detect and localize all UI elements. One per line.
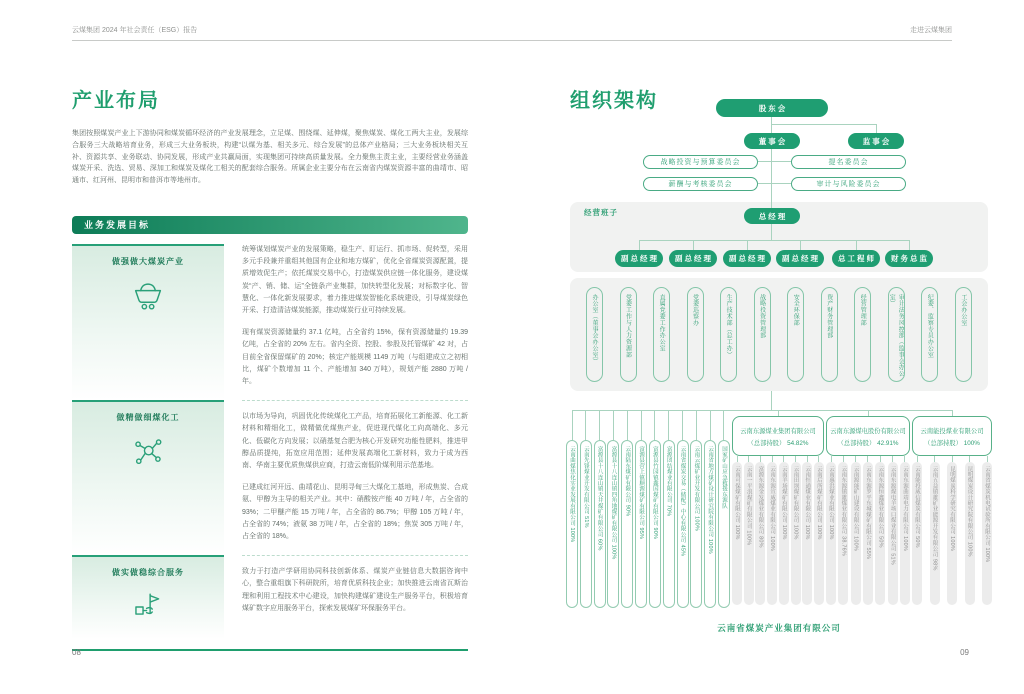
group-company-box [826,416,910,456]
report-title-header: 云煤集团 2024 年社会责任（ESG）报告 [72,27,198,34]
connector-line [572,410,573,440]
subsidiary-capsule [635,440,647,608]
direct-subsidiaries-group [566,410,730,608]
subsidiary-item [838,456,848,605]
subsidiary-item [851,456,861,605]
connector-line [723,410,724,440]
subsidiary-item [888,456,898,605]
org-node-shareholders: 股东会 [716,99,828,117]
row-paragraph: 以市场为导向，巩固优化传统煤化工产品，培育拓展化工新能源、化工新材料和精细化工，做精做优煤焦产业，促进现代煤化工向高端化、多元化、低碳化方向发展；以硝基复合肥为核心开发研究功能性肥料，推进甲醇品质提纯，拓宽应用范围；延伸发展高端化工新材料，致力于成为西南、华南主要优质焦煤供应商，打造云南低阶煤利用示范基地。 [242,413,468,470]
group-company-cluster [912,410,992,605]
subsidiary-name: 云南省煤炭机电试验所有限公司 100% [984,466,990,563]
subsidiary-item [690,410,702,608]
subsidiary-capsule [663,440,675,608]
connector-line [800,240,801,250]
org-node-manager: 副总经理 [669,250,717,267]
department-name: 办公室（董事会办公室） [591,294,597,365]
subsidiary-capsule [965,462,975,605]
group-company-box [732,416,824,456]
subsidiary-name: 国家矿山应急救援东源队 [720,446,727,509]
department-capsule [854,287,871,382]
department-name: 直属党委工作办公室 [658,294,665,352]
subsidiary-item [802,456,812,605]
subsidiary-name: 云南羊场煤矿有限公司 100% [780,466,787,540]
row-body [242,555,468,639]
department-name: 资产财务管理部 [825,294,832,339]
subsidiary-capsule [779,462,789,605]
connector-line [771,391,772,410]
subsidiary-name: 云南田坝煤矿有限公司 100% [792,466,799,540]
connector-line [627,410,628,440]
department-capsule [754,287,771,382]
connector-line [856,240,857,250]
connector-line [613,410,614,440]
table-row [72,400,468,555]
department-capsule [955,287,972,382]
flag-hand-icon [131,590,165,624]
subsidiary-item [982,456,992,605]
org-node-committee: 提名委员会 [791,155,906,169]
departments-row [570,278,988,391]
org-node-manager: 副总经理 [723,250,771,267]
group-company-cluster [732,410,824,605]
subsidiary-name: 云南恒通煤业有限公司 100% [804,466,811,540]
subsidiary-name: 云南能投威信煤炭有限公司 50% [914,466,920,548]
connector-line [696,410,697,440]
chapter-header: 走进云煤集团 [910,27,952,34]
row-paragraph: 现有煤炭资源储量约 37.1 亿吨，占全省约 15%，保有资源储量约 19.39 亿吨，占全省的 20% 左右。省内全资、控股、参股及托管煤矿 42 对，占目前全省保留煤矿的 20%；核定产能规模 1149 万吨（与组建成立之初相比，煤矿个数增加 11 个、产能增加 340 万吨），规划产能 2880 万吨 / 年。 [242,329,468,386]
org-node-manager: 副总经理 [615,250,663,267]
department-capsule [720,287,737,382]
group-company-holding: （总部持股） 100% [924,439,980,447]
subsidiary-capsule [838,462,848,605]
subsidiary-name: 云南东源煤电羊场口煤业有限公司 51% [889,466,896,565]
subsidiary-name: 云南可保煤矿有限公司 100% [734,466,740,540]
org-node-committee: 薪酬与考核委员会 [643,177,758,191]
group-company-box [912,416,992,456]
org-node-manager: 副总经理 [776,250,824,267]
subsidiary-capsule [912,462,922,605]
table-title-bar: 业务发展目标 [72,216,468,234]
subsidiary-item [744,456,754,605]
subsidiary-item [649,410,661,608]
org-node-supervisory: 监事会 [848,133,904,149]
group-company-name: 云南能投煤业有限公司 [920,427,984,435]
department-name: 审计法务风控部（监事会办公室） [888,294,904,378]
subsidiary-capsule [767,462,777,605]
subsidiary-item [580,410,592,608]
row-label: 做精做细煤化工 [116,413,180,423]
subsidiary-item [875,456,885,605]
row-paragraph: 致力于打造产学研用协同科技创新体系、煤炭产业链信息大数据咨询中心，整合重组旗下科研院所，培育优质科技企业；加快推进云南省瓦斯治理和利用工程技术中心建设，加快构建煤矿建设生产服务平台，积极培育煤矿数字应用服务平台，探索发展煤矿环保服务平台。 [242,568,468,612]
row-body [242,400,468,555]
subsidiary-item [635,410,647,608]
connector-line [771,149,772,208]
row-body [242,244,468,400]
subsidiary-capsule [814,462,824,605]
header-rule [72,40,952,41]
connector-line [693,240,694,250]
department-capsule [653,287,670,382]
connector-line [710,410,711,440]
connector-line [876,124,877,133]
subsidiary-capsule [580,440,592,608]
group-company-holding: （总部持股） 54.82% [747,439,809,447]
subsidiary-capsule [888,462,898,605]
subsidiary-capsule [851,462,861,605]
department-name: 生产技术部（总工办） [725,294,732,358]
connector-line [639,240,910,241]
subsidiary-name: 昆明煤炭设计研究院有限公司 100% [966,466,973,557]
department-name: 党委工作与人力资源部 [624,294,631,358]
subsidiary-item [767,456,777,605]
org-node-committee: 审计与风险委员会 [791,177,906,191]
subsidiary-item [566,410,578,608]
subsidiary-name: 富源县营上镇顺源煤矿有限公司 95% [638,446,645,540]
subsidiary-item [755,456,765,605]
subsidiary-item [947,456,957,605]
subsidiary-capsule [791,462,801,605]
org-node-general-manager: 总经理 [744,208,800,224]
org-node-committee: 战略投资与预算委员会 [643,155,758,169]
department-name: 工会办公室 [959,294,966,326]
subsidiary-capsule [875,462,885,605]
subsidiary-capsule [677,440,689,608]
business-goals-table [72,216,468,651]
row-label: 做实做稳综合服务 [112,568,184,578]
subsidiary-name: 富源团结煤业有限公司 70% [665,446,672,517]
subsidiary-item [930,456,940,605]
subsidiary-item [704,410,716,608]
row-label-cell [72,555,224,639]
subsidiary-item [900,456,910,605]
connector-line [639,240,640,250]
subsidiary-name: 富源县十八连山镇四角地煤矿有限公司 100% [610,446,617,560]
department-capsule [620,287,637,382]
subsidiary-name: 云南东源镇雄煤业有限公司 38.76% [840,466,847,556]
molecule-icon [131,435,165,469]
page-number-right: 09 [960,648,969,657]
subsidiary-capsule [621,440,633,608]
subsidiary-item [718,410,730,608]
mine-cart-icon [130,279,166,311]
connector-line [771,117,772,133]
subsidiary-capsule [755,462,765,605]
subsidiary-name: 云南东源宣威煤业有限公司 100% [769,466,776,551]
connector-line [758,161,791,162]
department-name: 纪委、监察专员办公室 [926,294,933,358]
connector-line [758,183,791,184]
subsidiary-capsule [982,462,992,605]
group-company-name: 云南东源煤电股份有限公司 [830,427,906,435]
management-panel-label: 经营班子 [584,208,618,217]
departments-panel [570,278,988,391]
connector-line [599,410,600,440]
table-row [72,244,468,400]
page-title-industry-layout: 产业布局 [72,90,160,112]
subsidiary-item [677,410,689,608]
intro-paragraph: 集团按照煤炭产业上下游协同和煤炭循环经济的产业发展理念，立足煤、围绕煤、延伸煤，聚焦煤炭、煤化工两大主业，发展综合服务三大战略培育业务，形成三大业务板块，构建“以煤为基、相关多元、综合发展”的总体产业格局；三大业务板块相关互补、资源共享、业务联动、协同发展，形成产业共赢局面，实现集团可持续高质量发展。全力聚焦主责主业，主要经营业务涵盖煤炭开采、洗选、贸易、深加工和煤炭及煤化工相关的配套综合服务。所属企业主要分布在云南省内煤炭资源丰富的曲靖市、昭通市、红河州、昆明市和普洱市等地州市。 [72,130,468,185]
connector-line [771,124,876,125]
connector-line [585,410,586,440]
subsidiary-capsule [732,462,742,605]
department-capsule [586,287,603,382]
subsidiary-item [621,410,633,608]
group-company-cluster [826,410,910,605]
subsidiary-name: 云南省地方煤矿设计研究院有限公司 100% [707,446,714,554]
department-name: 经营管理部 [859,294,866,326]
subsidiary-name: 云南东源恒鑫煤业有限公司 50% [877,466,884,548]
connector-line [682,410,683,440]
subsidiary-capsule [607,440,619,608]
subsidiary-item [814,456,824,605]
table-bottom-rule [72,649,468,651]
subsidiary-capsule [690,440,702,608]
row-label-cell [72,400,224,555]
group-children-row [826,456,910,605]
parent-company-caption: 云南省煤炭产业集团有限公司 [717,623,841,633]
department-capsule [687,287,704,382]
subsidiary-name: 富源东源金发煤业有限公司 80% [757,466,764,548]
subsidiary-name: 云南源能矿山建设有限公司 100% [852,466,859,551]
subsidiary-capsule [744,462,754,605]
group-company-holding: （总部持股） 42.91% [837,439,899,447]
subsidiary-item [863,456,873,605]
subsidiary-name: 云南惠洪煤业有限公司 100% [828,466,834,540]
subsidiary-item [912,456,922,605]
subsidiary-name: 云南东源曲靖电力有限公司 100% [901,466,908,551]
subsidiary-item [779,456,789,605]
table-row [72,555,468,639]
connector-line [747,240,748,250]
subsidiary-name: 云南一平浪煤矿有限公司 100% [745,466,752,546]
connector-line [641,410,642,440]
subsidiary-name: 云南后所煤矿有限公司 100% [815,466,822,540]
connector-line [909,240,910,250]
subsidiary-name: 云南省煤炭交易（储配）中心有限公司 45% [679,446,686,557]
subsidiary-item [594,410,606,608]
subsidiary-capsule [826,462,836,605]
subsidiary-item [965,456,975,605]
group-children-row [732,456,824,605]
department-name: 党委巡察办 [691,294,698,326]
department-name: 战略投资管理部 [758,294,765,339]
connector-line [654,410,655,440]
row-label: 做强做大煤炭产业 [112,257,184,266]
subsidiary-capsule [594,440,606,608]
connector-line [771,224,772,240]
org-node-cfo: 财务总监 [885,250,933,267]
row-paragraph: 统筹谋划煤炭产业的发展策略，稳生产、盯运行、抓市场、促转型，采用多元手段兼并重组其他国有企业和地方煤矿，优化全省煤炭资源配置，提质增效促生产；依托煤炭交易中心，打造煤炭供应链一体化服务，建设煤炭“产、销、储、运”全链条产业集群，加快转型化发展；对标数字化、智慧化、一体化新发展要求，着力推进煤炭智能化系统建设，引导煤炭绿色开采、打造清洁煤炭能源，推动煤炭行业可持续发展。 [242,246,468,315]
subsidiary-name: 云南陆东煤矿有限公司 90% [624,446,631,517]
page-title-org-structure: 组织架构 [570,90,658,112]
org-node-chief-engineer: 总工程师 [832,250,880,267]
subsidiary-item [791,456,801,605]
department-capsule [787,287,804,382]
subsidiary-item [732,456,742,605]
subsidiary-item [663,410,675,608]
department-name: 安全环保部 [792,294,799,326]
subsidiary-capsule [718,440,730,608]
group-children-row [912,456,992,605]
subsidiary-name: 富源县十八连山镇天井煤矿有限公司 60% [596,446,603,551]
connector-line [668,410,669,440]
subsidiary-name: 富源县竹园镇鑫国煤矿有限公司 90% [651,446,658,540]
subsidiary-capsule [704,440,716,608]
subsidiary-capsule [863,462,873,605]
subsidiary-item [607,410,619,608]
subsidiary-name: 云南曲煤焦化实业发展有限公司 100% [569,446,575,543]
subsidiary-capsule [930,462,940,605]
subsidiary-name: 昆明煤炭科学研究有限公司 100% [949,466,955,551]
department-capsule [888,287,905,382]
subsidiary-name: 云南五益镇雄矿业能源开发有限公司 98% [931,466,938,571]
subsidiary-capsule [649,440,661,608]
org-node-board: 董事会 [744,133,800,149]
subsidiary-item [826,456,836,605]
subsidiary-name: 云南东源罗平东城煤矿有限公司 55% [864,466,871,560]
subsidiary-capsule [566,440,578,608]
group-company-name: 云南东源煤业集团有限公司 [740,427,816,435]
subsidiary-capsule [900,462,910,605]
subsidiary-name: 云南先锋煤业开发有限公司 51% [582,446,589,528]
subsidiary-name: 云南云煤矿业开发有限公司 100% [693,446,700,531]
department-capsule [921,287,938,382]
page-number-left: 08 [72,648,81,657]
subsidiary-capsule [802,462,812,605]
row-paragraph: 已建成红河开远、曲靖花山、昆明寻甸三大煤化工基地，形成焦炭、合成氨、甲醇为主导的相关产业。其中：硝酸铵产能 40 万吨 / 年，占全省的 93%；二甲醚产能 15 万吨 / 年，占全省的 86.7%；甲醇 105 万吨 / 年，占全省的 74%；液氨 38 万吨 / 年，占全省的 18%；焦炭 305 万吨 / 年，占全省的 18%。 [242,484,468,541]
subsidiary-capsule [947,462,957,605]
row-label-cell [72,244,224,400]
department-capsule [821,287,838,382]
